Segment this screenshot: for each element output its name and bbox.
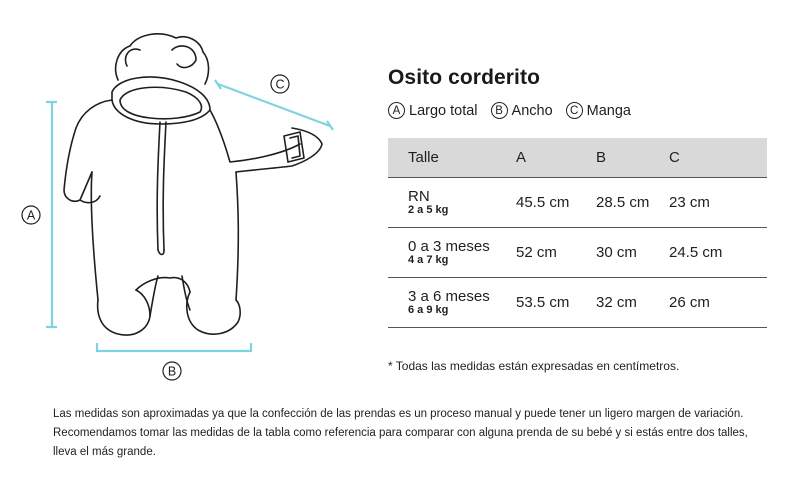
legend-key-c: C: [566, 102, 583, 119]
size-cell: [388, 178, 516, 228]
value-b: 28.5 cm: [596, 178, 669, 228]
header-c: C: [669, 138, 767, 178]
header-talle: Talle: [388, 138, 516, 178]
size-name: 3 a 6 meses: [408, 288, 490, 305]
label-a-text: A: [26, 208, 36, 223]
disclaimer-note: Las medidas son aproximadas ya que la confección de las prendas es un proceso manual y puede tener un ligero margen de variación. Recomendamos tomar las medidas de la tabla como referencia para comparar con alguna prenda de su bebé y si estás entre dos talles, lleva el más grande.: [53, 408, 748, 458]
value-a: 53.5 cm: [516, 278, 596, 328]
legend-label-c: Manga: [586, 102, 631, 119]
value-c: 23 cm: [669, 178, 767, 228]
value-b: 32 cm: [596, 278, 669, 328]
value-c: 26 cm: [669, 278, 767, 328]
legend-item-c: [566, 102, 631, 119]
value-a: 45.5 cm: [516, 178, 596, 228]
value-b: 30 cm: [596, 228, 669, 278]
label-c-text: C: [275, 77, 285, 92]
table-row: [388, 228, 767, 278]
label-b-badge: [163, 362, 181, 380]
size-weight: 2 a 5 kg: [408, 204, 449, 216]
legend-key-b: B: [491, 102, 508, 119]
garment-diagram: [0, 0, 360, 400]
legend-key-a: A: [388, 102, 405, 119]
size-cell: [388, 278, 516, 328]
measure-a-line: [46, 102, 57, 327]
legend-item-b: [491, 102, 553, 119]
size-table: [388, 138, 767, 328]
value-a: 52 cm: [516, 228, 596, 278]
header-b: B: [596, 138, 669, 178]
value-c: 24.5 cm: [669, 228, 767, 278]
legend-label-b: Ancho: [511, 102, 553, 119]
size-name: RN: [408, 188, 430, 205]
label-c-badge: [271, 75, 289, 93]
size-weight: 4 a 7 kg: [408, 254, 449, 266]
size-name: 0 a 3 meses: [408, 238, 490, 255]
size-cell: [388, 228, 516, 278]
measure-b-line: [97, 343, 251, 352]
label-a-badge: [22, 206, 40, 224]
table-row: [388, 178, 767, 228]
product-title: Osito corderito: [388, 66, 541, 89]
header-a: A: [516, 138, 596, 178]
label-b-text: B: [167, 364, 177, 379]
table-row: [388, 278, 767, 328]
legend-item-a: [388, 102, 478, 119]
table-header-row: [388, 138, 767, 178]
size-weight: 6 a 9 kg: [408, 304, 449, 316]
legend-label-a: Largo total: [409, 102, 478, 119]
footnote: * Todas las medidas están expresadas en centímetros.: [388, 359, 680, 373]
measure-legend: [388, 102, 644, 119]
